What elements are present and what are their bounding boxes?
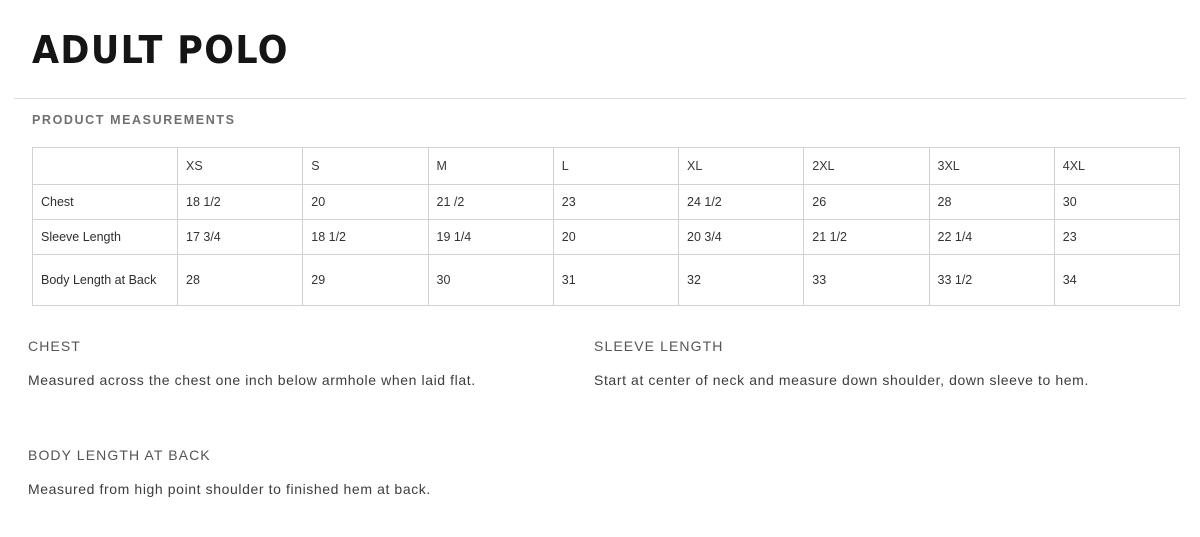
table-header-row: [33, 147, 1180, 184]
size-chart-page: [0, 30, 1200, 537]
cell-body-xl: 32: [679, 254, 804, 305]
cell-chest-2xl: 26: [804, 184, 929, 219]
cell-chest-xl: 24 1/2: [679, 184, 804, 219]
cell-body-xs: 28: [178, 254, 303, 305]
cell-chest-4xl: 30: [1054, 184, 1179, 219]
column-header-measurement: [33, 147, 178, 184]
cell-chest-l: 23: [553, 184, 678, 219]
column-header-s: S: [303, 147, 428, 184]
table-row: [33, 254, 1180, 305]
note-sleeve-heading: SLEEVE LENGTH: [594, 337, 724, 354]
cell-chest-xs: 18 1/2: [178, 184, 303, 219]
cell-body-2xl: 33: [804, 254, 929, 305]
cell-body-s: 29: [303, 254, 428, 305]
measurements-table: [32, 147, 1180, 306]
cell-sleeve-m: 19 1/4: [428, 219, 553, 254]
page-title: ADULT POLO: [32, 28, 289, 72]
column-header-3xl: 3XL: [929, 147, 1054, 184]
cell-sleeve-2xl: 21 1/2: [804, 219, 929, 254]
column-header-xs: XS: [178, 147, 303, 184]
column-header-4xl: 4XL: [1054, 147, 1179, 184]
row-label-body-length: Body Length at Back: [33, 254, 178, 305]
measurements-table-wrapper: [32, 147, 1180, 306]
cell-sleeve-xs: 17 3/4: [178, 219, 303, 254]
cell-chest-m: 21 /2: [428, 184, 553, 219]
note-chest: [28, 338, 568, 393]
table-body: [33, 184, 1180, 305]
cell-body-l: 31: [553, 254, 678, 305]
column-header-2xl: 2XL: [804, 147, 929, 184]
note-body-length-heading: BODY LENGTH AT BACK: [28, 446, 211, 463]
cell-sleeve-l: 20: [553, 219, 678, 254]
column-header-l: L: [553, 147, 678, 184]
title-divider: [14, 98, 1186, 99]
cell-chest-s: 20: [303, 184, 428, 219]
row-label-sleeve-length: Sleeve Length: [33, 219, 178, 254]
row-label-chest: Chest: [33, 184, 178, 219]
cell-chest-3xl: 28: [929, 184, 1054, 219]
cell-body-4xl: 34: [1054, 254, 1179, 305]
table-header: [33, 147, 1180, 184]
column-header-m: M: [428, 147, 553, 184]
note-chest-heading: CHEST: [28, 337, 81, 354]
table-row: [33, 184, 1180, 219]
cell-body-m: 30: [428, 254, 553, 305]
note-sleeve-body: Start at center of neck and measure down shoulder, down sleeve to hem.: [594, 371, 1089, 388]
cell-sleeve-xl: 20 3/4: [679, 219, 804, 254]
table-row: [33, 219, 1180, 254]
cell-sleeve-3xl: 22 1/4: [929, 219, 1054, 254]
note-body-length: [28, 447, 568, 502]
cell-sleeve-4xl: 23: [1054, 219, 1179, 254]
cell-body-3xl: 33 1/2: [929, 254, 1054, 305]
note-body-length-body: Measured from high point shoulder to finished hem at back.: [28, 480, 431, 497]
note-chest-body: Measured across the chest one inch below armhole when laid flat.: [28, 371, 476, 388]
section-heading: PRODUCT MEASUREMENTS: [32, 112, 236, 127]
cell-sleeve-s: 18 1/2: [303, 219, 428, 254]
note-sleeve-length: [594, 338, 1134, 393]
column-header-xl: XL: [679, 147, 804, 184]
